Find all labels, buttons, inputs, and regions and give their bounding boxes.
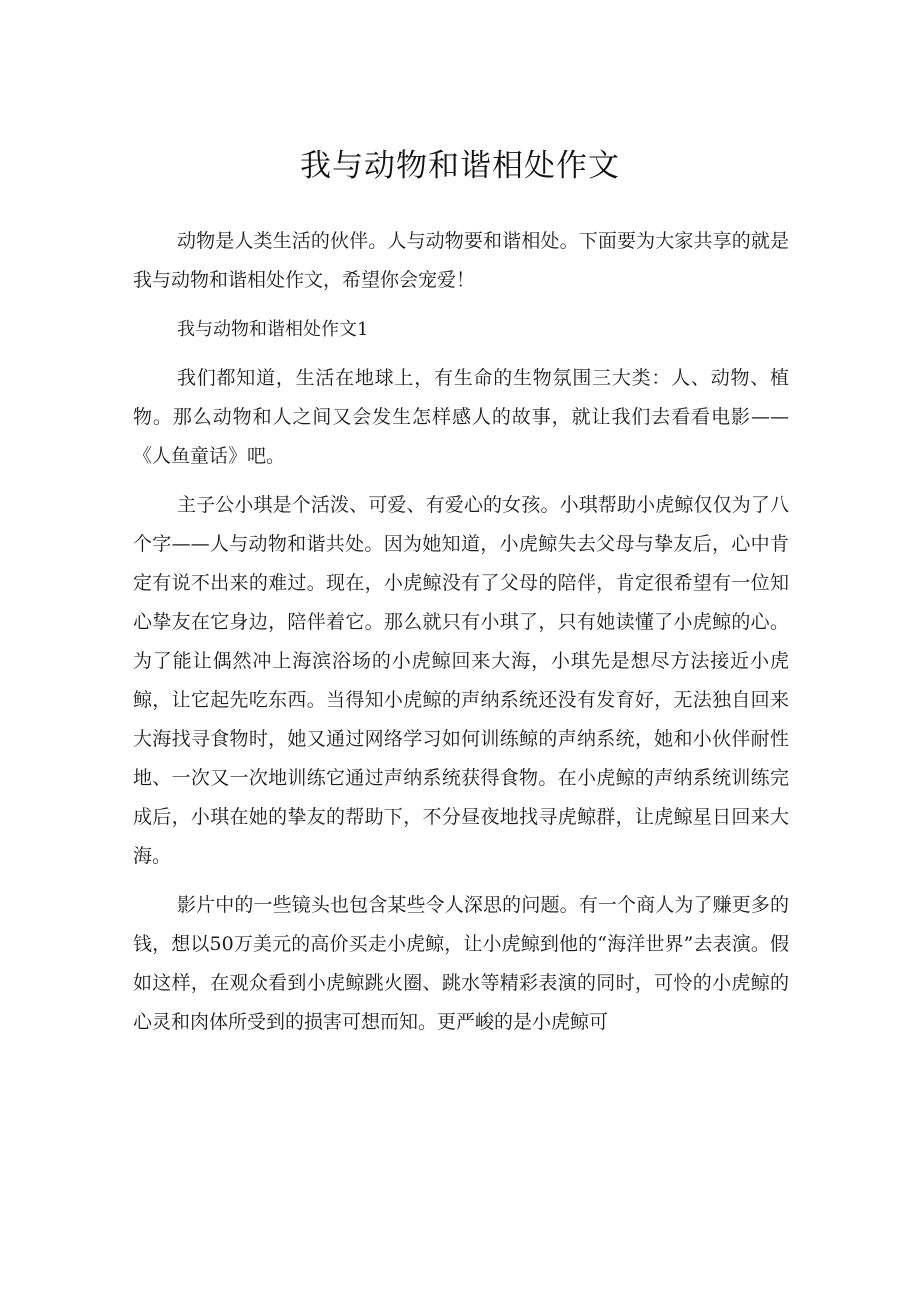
- section-heading: 我与动物和谐相处作文1: [177, 319, 369, 340]
- body-paragraph: 我们都知道，生活在地球上，有生命的生物氛围三大类：人、动物、植物。那么动物和人之间又会发生怎样感人的故事，就让我们去看看电影——《人鱼童话》吧。: [133, 367, 789, 467]
- body-paragraph: 影片中的一些镜头也包含某些令人深思的问题。有一个商人为了赚更多的钱，想以50万美元的高价买走小虎鲸，让小虎鲸到他的“海洋世界”去表演。假如这样，在观众看到小虎鲸跳火圈、跳水等精彩表演的同时，可怜的小虎鲸的心灵和肉体所受到的损害可想而知。更严峻的是小虎鲸可: [133, 894, 789, 1033]
- document-body: [133, 222, 789, 1042]
- intro-paragraph: 动物是人类生活的伙伴。人与动物要和谐相处。下面要为大家共享的就是我与动物和谐相处作文，希望你会宠爱！: [133, 230, 789, 291]
- body-paragraph: 主子公小琪是个活泼、可爱、有爱心的女孩。小琪帮助小虎鲸仅仅为了八个字——人与动物和谐共处。因为她知道，小虎鲸失去父母与挚友后，心中肯定有说不出来的难过。现在，小虎鲸没有了父母的陪伴，肯定很希望有一位知心挚友在它身边，陪伴着它。那么就只有小琪了，只有她读懂了小虎鲸的心。为了能让偶然冲上海滨浴场的小虎鲸回来大海，小琪先是想尽方法接近小虎鲸，让它起先吃东西。当得知小虎鲸的声纳系统还没有发育好，无法独自回来大海找寻食物时，她又通过网络学习如何训练鲸的声纳系统，她和小伙伴耐性地、一次又一次地训练它通过声纳系统获得食物。在小虎鲸的声纳系统训练完成后，小琪在她的挚友的帮助下，不分昼夜地找寻虎鲸群，让虎鲸星日回来大海。: [133, 494, 789, 867]
- document-title: 我与动物和谐相处作文: [300, 148, 620, 184]
